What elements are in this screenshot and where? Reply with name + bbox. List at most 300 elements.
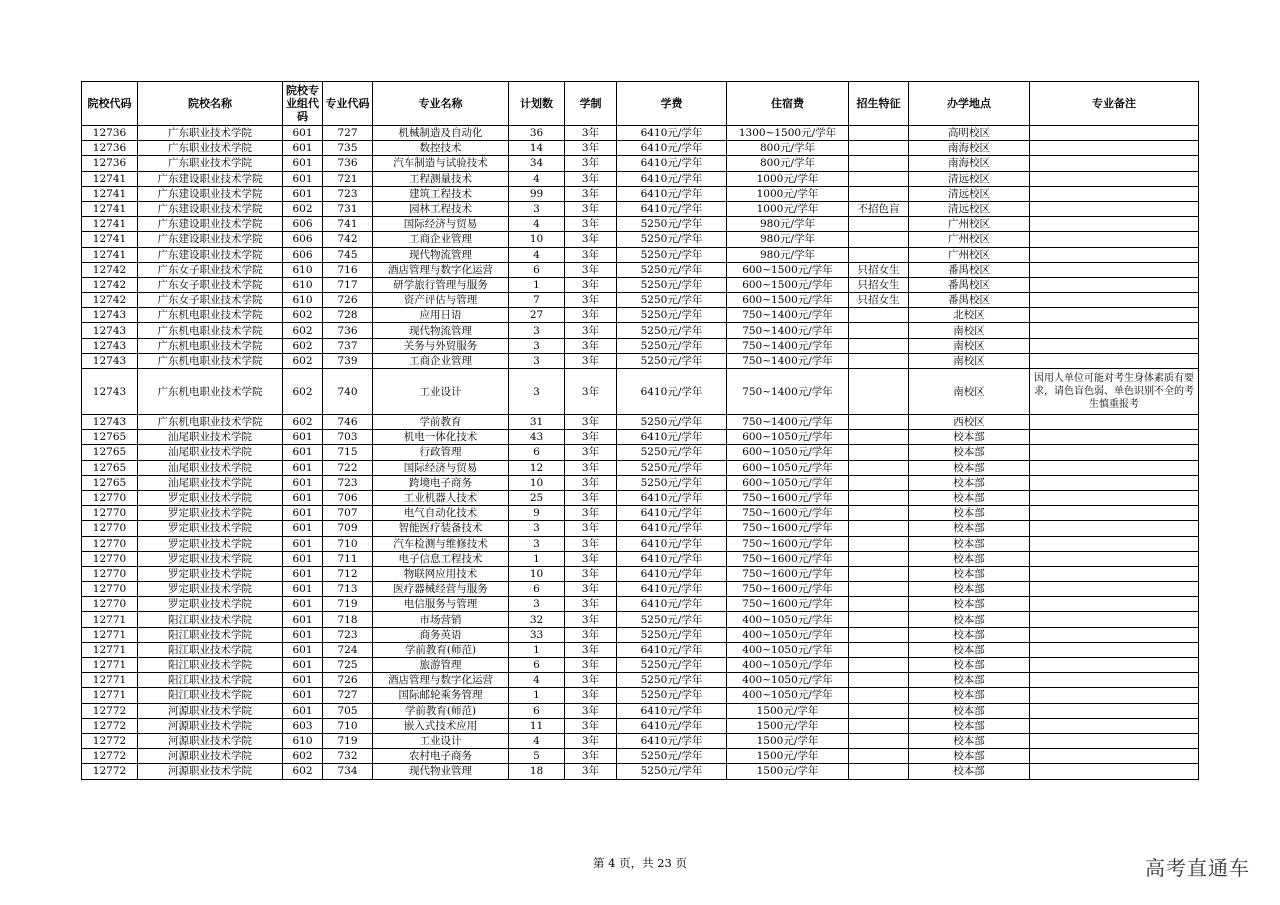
cell-school-code: 12771: [82, 627, 138, 642]
cell-school-name: 罗定职业技术学院: [138, 521, 283, 536]
cell-campus: 校本部: [909, 749, 1030, 764]
cell-school-name: 罗定职业技术学院: [138, 551, 283, 566]
cell-group-code: 601: [283, 673, 323, 688]
cell-school-name: 广东女子职业技术学院: [138, 262, 283, 277]
cell-school-name: 阳江职业技术学院: [138, 642, 283, 657]
cell-plan-count: 11: [509, 718, 565, 733]
cell-group-code: 601: [283, 688, 323, 703]
cell-school-code: 12741: [82, 247, 138, 262]
cell-group-code: 601: [283, 658, 323, 673]
cell-school-code: 12770: [82, 490, 138, 505]
cell-major-code: 723: [323, 475, 373, 490]
cell-accommodation: 750~1400元/学年: [727, 308, 849, 323]
cell-major-name: 汽车检测与维修技术: [373, 536, 509, 551]
cell-plan-count: 14: [509, 141, 565, 156]
table-row: [82, 642, 1199, 657]
cell-major-code: 742: [323, 232, 373, 247]
cell-plan-count: 3: [509, 536, 565, 551]
cell-school-code: 12771: [82, 658, 138, 673]
table-row: [82, 338, 1199, 353]
cell-plan-count: 1: [509, 277, 565, 292]
table-body: [82, 126, 1199, 780]
header-accommodation: 住宿费: [727, 82, 849, 126]
cell-group-code: 601: [283, 612, 323, 627]
cell-accommodation: 750~1400元/学年: [727, 353, 849, 368]
cell-plan-count: 3: [509, 323, 565, 338]
cell-duration: 3年: [565, 156, 617, 171]
cell-duration: 3年: [565, 688, 617, 703]
cell-enrollment-feature: [849, 415, 909, 430]
cell-plan-count: 6: [509, 262, 565, 277]
cell-group-code: 606: [283, 232, 323, 247]
cell-major-name: 学前教育(师范): [373, 642, 509, 657]
cell-major-note: [1030, 642, 1199, 657]
cell-major-note: [1030, 475, 1199, 490]
cell-duration: 3年: [565, 612, 617, 627]
cell-duration: 3年: [565, 277, 617, 292]
table-row: [82, 217, 1199, 232]
cell-tuition: 5250元/学年: [617, 415, 727, 430]
cell-duration: 3年: [565, 551, 617, 566]
cell-major-code: 732: [323, 749, 373, 764]
cell-major-name: 嵌入式技术应用: [373, 718, 509, 733]
cell-plan-count: 3: [509, 369, 565, 415]
cell-school-name: 广东职业技术学院: [138, 126, 283, 141]
cell-campus: 番禺校区: [909, 262, 1030, 277]
table-header-row: [82, 82, 1199, 126]
cell-major-note: [1030, 627, 1199, 642]
cell-school-code: 12741: [82, 186, 138, 201]
cell-duration: 3年: [565, 353, 617, 368]
cell-plan-count: 1: [509, 642, 565, 657]
cell-group-code: 610: [283, 277, 323, 292]
cell-major-code: 741: [323, 217, 373, 232]
cell-tuition: 5250元/学年: [617, 612, 727, 627]
header-group-code: 院校专业组代码: [283, 82, 323, 126]
cell-major-note: [1030, 764, 1199, 779]
cell-major-name: 学前教育: [373, 415, 509, 430]
cell-major-name: 研学旅行管理与服务: [373, 277, 509, 292]
cell-campus: 南海校区: [909, 156, 1030, 171]
cell-accommodation: 750~1600元/学年: [727, 597, 849, 612]
table-row: [82, 764, 1199, 779]
cell-school-name: 汕尾职业技术学院: [138, 430, 283, 445]
cell-major-note: [1030, 126, 1199, 141]
cell-major-code: 725: [323, 658, 373, 673]
cell-enrollment-feature: [849, 445, 909, 460]
cell-accommodation: 1500元/学年: [727, 764, 849, 779]
cell-enrollment-feature: [849, 369, 909, 415]
cell-school-code: 12742: [82, 277, 138, 292]
cell-tuition: 6410元/学年: [617, 733, 727, 748]
table-row: [82, 688, 1199, 703]
cell-major-name: 跨境电子商务: [373, 475, 509, 490]
cell-group-code: 601: [283, 126, 323, 141]
cell-duration: 3年: [565, 338, 617, 353]
cell-major-name: 工业设计: [373, 733, 509, 748]
cell-major-name: 医疗器械经营与服务: [373, 582, 509, 597]
cell-enrollment-feature: [849, 536, 909, 551]
cell-major-name: 工业机器人技术: [373, 490, 509, 505]
cell-major-name: 国际经济与贸易: [373, 217, 509, 232]
cell-accommodation: 1000元/学年: [727, 171, 849, 186]
cell-enrollment-feature: [849, 430, 909, 445]
cell-group-code: 602: [283, 353, 323, 368]
cell-campus: 校本部: [909, 703, 1030, 718]
cell-school-name: 罗定职业技术学院: [138, 490, 283, 505]
table-row: [82, 658, 1199, 673]
table-row: [82, 415, 1199, 430]
cell-group-code: 601: [283, 460, 323, 475]
table-row: [82, 551, 1199, 566]
cell-school-code: 12770: [82, 566, 138, 581]
cell-major-note: [1030, 171, 1199, 186]
header-major-code: 专业代码: [323, 82, 373, 126]
cell-enrollment-feature: [849, 232, 909, 247]
cell-school-code: 12741: [82, 217, 138, 232]
cell-campus: 校本部: [909, 612, 1030, 627]
cell-major-note: [1030, 353, 1199, 368]
cell-campus: 校本部: [909, 627, 1030, 642]
cell-major-code: 719: [323, 733, 373, 748]
cell-accommodation: 750~1600元/学年: [727, 521, 849, 536]
cell-major-name: 建筑工程技术: [373, 186, 509, 201]
page-footer: 第 4 页，共 23 页: [592, 856, 688, 870]
cell-major-name: 工业设计: [373, 369, 509, 415]
cell-school-code: 12770: [82, 597, 138, 612]
cell-major-code: 736: [323, 323, 373, 338]
cell-campus: 清远校区: [909, 171, 1030, 186]
table-row: [82, 718, 1199, 733]
cell-school-code: 12743: [82, 323, 138, 338]
cell-enrollment-feature: [849, 141, 909, 156]
cell-group-code: 601: [283, 566, 323, 581]
cell-major-code: 703: [323, 430, 373, 445]
cell-duration: 3年: [565, 733, 617, 748]
cell-school-name: 汕尾职业技术学院: [138, 445, 283, 460]
cell-major-name: 酒店管理与数字化运营: [373, 673, 509, 688]
cell-plan-count: 6: [509, 658, 565, 673]
cell-duration: 3年: [565, 718, 617, 733]
cell-major-name: 智能医疗装备技术: [373, 521, 509, 536]
cell-plan-count: 5: [509, 749, 565, 764]
cell-enrollment-feature: [849, 764, 909, 779]
cell-plan-count: 3: [509, 201, 565, 216]
cell-tuition: 6410元/学年: [617, 703, 727, 718]
cell-school-code: 12772: [82, 718, 138, 733]
cell-duration: 3年: [565, 764, 617, 779]
cell-tuition: 6410元/学年: [617, 430, 727, 445]
cell-tuition: 5250元/学年: [617, 353, 727, 368]
cell-plan-count: 9: [509, 506, 565, 521]
cell-major-note: [1030, 551, 1199, 566]
cell-tuition: 6410元/学年: [617, 490, 727, 505]
cell-school-name: 河源职业技术学院: [138, 764, 283, 779]
cell-duration: 3年: [565, 262, 617, 277]
cell-tuition: 5250元/学年: [617, 673, 727, 688]
cell-accommodation: 600~1500元/学年: [727, 262, 849, 277]
table-row: [82, 460, 1199, 475]
cell-enrollment-feature: [849, 338, 909, 353]
cell-major-code: 719: [323, 597, 373, 612]
cell-school-code: 12741: [82, 232, 138, 247]
cell-major-code: 746: [323, 415, 373, 430]
cell-major-name: 行政管理: [373, 445, 509, 460]
cell-group-code: 601: [283, 171, 323, 186]
table-row: [82, 490, 1199, 505]
cell-campus: 南校区: [909, 323, 1030, 338]
cell-tuition: 5250元/学年: [617, 293, 727, 308]
cell-accommodation: 1000元/学年: [727, 201, 849, 216]
cell-major-code: 726: [323, 673, 373, 688]
cell-major-note: [1030, 247, 1199, 262]
cell-duration: 3年: [565, 536, 617, 551]
cell-duration: 3年: [565, 217, 617, 232]
cell-school-name: 广东机电职业技术学院: [138, 369, 283, 415]
cell-school-code: 12742: [82, 293, 138, 308]
cell-school-name: 罗定职业技术学院: [138, 582, 283, 597]
cell-accommodation: 1500元/学年: [727, 703, 849, 718]
cell-campus: 番禺校区: [909, 277, 1030, 292]
cell-school-name: 阳江职业技术学院: [138, 673, 283, 688]
cell-accommodation: 800元/学年: [727, 156, 849, 171]
cell-accommodation: 400~1050元/学年: [727, 627, 849, 642]
cell-duration: 3年: [565, 171, 617, 186]
cell-major-name: 国际邮轮乘务管理: [373, 688, 509, 703]
cell-school-name: 广东机电职业技术学院: [138, 323, 283, 338]
cell-campus: 校本部: [909, 506, 1030, 521]
cell-campus: 校本部: [909, 597, 1030, 612]
header-campus: 办学地点: [909, 82, 1030, 126]
cell-school-name: 广东建设职业技术学院: [138, 247, 283, 262]
cell-major-name: 数控技术: [373, 141, 509, 156]
cell-school-name: 广东机电职业技术学院: [138, 415, 283, 430]
cell-duration: 3年: [565, 597, 617, 612]
cell-tuition: 6410元/学年: [617, 718, 727, 733]
cell-major-name: 电信服务与管理: [373, 597, 509, 612]
cell-school-name: 河源职业技术学院: [138, 733, 283, 748]
cell-duration: 3年: [565, 582, 617, 597]
cell-plan-count: 3: [509, 521, 565, 536]
table-row: [82, 186, 1199, 201]
cell-campus: 校本部: [909, 733, 1030, 748]
cell-group-code: 601: [283, 521, 323, 536]
cell-campus: 广州校区: [909, 217, 1030, 232]
cell-major-code: 723: [323, 627, 373, 642]
cell-tuition: 5250元/学年: [617, 445, 727, 460]
cell-accommodation: 400~1050元/学年: [727, 688, 849, 703]
cell-school-code: 12765: [82, 430, 138, 445]
cell-campus: 校本部: [909, 430, 1030, 445]
cell-enrollment-feature: 只招女生: [849, 277, 909, 292]
cell-campus: 校本部: [909, 536, 1030, 551]
cell-major-name: 商务英语: [373, 627, 509, 642]
cell-school-name: 广东建设职业技术学院: [138, 201, 283, 216]
cell-school-code: 12770: [82, 521, 138, 536]
cell-plan-count: 36: [509, 126, 565, 141]
cell-duration: 3年: [565, 460, 617, 475]
cell-accommodation: 600~1500元/学年: [727, 293, 849, 308]
cell-school-code: 12765: [82, 460, 138, 475]
cell-school-name: 罗定职业技术学院: [138, 566, 283, 581]
cell-campus: 清远校区: [909, 186, 1030, 201]
cell-plan-count: 4: [509, 217, 565, 232]
cell-school-name: 广东职业技术学院: [138, 156, 283, 171]
cell-school-code: 12741: [82, 171, 138, 186]
cell-group-code: 601: [283, 582, 323, 597]
cell-tuition: 5250元/学年: [617, 277, 727, 292]
cell-accommodation: 400~1050元/学年: [727, 673, 849, 688]
cell-accommodation: 750~1600元/学年: [727, 536, 849, 551]
cell-major-name: 关务与外贸服务: [373, 338, 509, 353]
cell-group-code: 610: [283, 262, 323, 277]
cell-enrollment-feature: [849, 688, 909, 703]
cell-major-note: [1030, 141, 1199, 156]
cell-accommodation: 1500元/学年: [727, 749, 849, 764]
cell-enrollment-feature: [849, 673, 909, 688]
cell-major-code: 713: [323, 582, 373, 597]
cell-major-note: [1030, 430, 1199, 445]
cell-duration: 3年: [565, 673, 617, 688]
cell-school-name: 阳江职业技术学院: [138, 627, 283, 642]
cell-accommodation: 600~1050元/学年: [727, 430, 849, 445]
cell-enrollment-feature: [849, 186, 909, 201]
cell-major-name: 电气自动化技术: [373, 506, 509, 521]
cell-group-code: 601: [283, 186, 323, 201]
cell-major-code: 731: [323, 201, 373, 216]
cell-tuition: 6410元/学年: [617, 186, 727, 201]
cell-campus: 校本部: [909, 460, 1030, 475]
table-row: [82, 673, 1199, 688]
cell-plan-count: 6: [509, 582, 565, 597]
cell-major-note: [1030, 490, 1199, 505]
cell-major-name: 市场营销: [373, 612, 509, 627]
cell-group-code: 602: [283, 323, 323, 338]
cell-enrollment-feature: [849, 627, 909, 642]
cell-school-code: 12772: [82, 703, 138, 718]
cell-accommodation: 750~1600元/学年: [727, 506, 849, 521]
cell-group-code: 601: [283, 445, 323, 460]
cell-major-code: 710: [323, 536, 373, 551]
cell-school-name: 广东建设职业技术学院: [138, 217, 283, 232]
cell-campus: 校本部: [909, 445, 1030, 460]
cell-plan-count: 12: [509, 460, 565, 475]
cell-school-code: 12765: [82, 445, 138, 460]
cell-campus: 南校区: [909, 369, 1030, 415]
cell-major-name: 应用日语: [373, 308, 509, 323]
cell-enrollment-feature: [849, 749, 909, 764]
cell-major-code: 727: [323, 688, 373, 703]
cell-plan-count: 33: [509, 627, 565, 642]
table-row: [82, 232, 1199, 247]
header-plan-count: 计划数: [509, 82, 565, 126]
cell-enrollment-feature: 只招女生: [849, 293, 909, 308]
cell-tuition: 5250元/学年: [617, 475, 727, 490]
cell-enrollment-feature: [849, 247, 909, 262]
cell-major-code: 711: [323, 551, 373, 566]
cell-major-name: 农村电子商务: [373, 749, 509, 764]
table-row: [82, 612, 1199, 627]
cell-tuition: 6410元/学年: [617, 171, 727, 186]
table-row: [82, 475, 1199, 490]
cell-major-code: 728: [323, 308, 373, 323]
cell-tuition: 5250元/学年: [617, 460, 727, 475]
cell-major-note: [1030, 217, 1199, 232]
cell-major-name: 电子信息工程技术: [373, 551, 509, 566]
cell-accommodation: 750~1400元/学年: [727, 415, 849, 430]
cell-school-code: 12771: [82, 673, 138, 688]
cell-tuition: 6410元/学年: [617, 156, 727, 171]
cell-duration: 3年: [565, 521, 617, 536]
cell-major-code: 726: [323, 293, 373, 308]
cell-major-note: [1030, 703, 1199, 718]
cell-group-code: 602: [283, 764, 323, 779]
cell-tuition: 6410元/学年: [617, 126, 727, 141]
cell-duration: 3年: [565, 323, 617, 338]
cell-duration: 3年: [565, 627, 617, 642]
cell-school-code: 12736: [82, 156, 138, 171]
cell-major-name: 园林工程技术: [373, 201, 509, 216]
cell-school-code: 12772: [82, 733, 138, 748]
cell-plan-count: 32: [509, 612, 565, 627]
cell-accommodation: 600~1500元/学年: [727, 277, 849, 292]
cell-accommodation: 750~1600元/学年: [727, 551, 849, 566]
cell-major-code: 737: [323, 338, 373, 353]
cell-enrollment-feature: [849, 551, 909, 566]
cell-major-note: [1030, 293, 1199, 308]
cell-duration: 3年: [565, 445, 617, 460]
cell-accommodation: 1300~1500元/学年: [727, 126, 849, 141]
cell-school-code: 12741: [82, 201, 138, 216]
cell-group-code: 601: [283, 430, 323, 445]
cell-campus: 校本部: [909, 658, 1030, 673]
cell-major-code: 715: [323, 445, 373, 460]
cell-tuition: 5250元/学年: [617, 338, 727, 353]
cell-group-code: 603: [283, 718, 323, 733]
cell-major-code: 716: [323, 262, 373, 277]
cell-school-name: 汕尾职业技术学院: [138, 460, 283, 475]
cell-major-name: 机电一体化技术: [373, 430, 509, 445]
table-row: [82, 430, 1199, 445]
cell-plan-count: 10: [509, 232, 565, 247]
cell-major-note: [1030, 277, 1199, 292]
table-row: [82, 566, 1199, 581]
cell-group-code: 601: [283, 597, 323, 612]
cell-group-code: 601: [283, 156, 323, 171]
table-row: [82, 201, 1199, 216]
cell-tuition: 5250元/学年: [617, 764, 727, 779]
cell-campus: 清远校区: [909, 201, 1030, 216]
cell-tuition: 6410元/学年: [617, 551, 727, 566]
cell-group-code: 602: [283, 338, 323, 353]
cell-tuition: 5250元/学年: [617, 658, 727, 673]
cell-group-code: 601: [283, 475, 323, 490]
cell-major-code: 709: [323, 521, 373, 536]
cell-campus: 南海校区: [909, 141, 1030, 156]
cell-plan-count: 10: [509, 475, 565, 490]
cell-tuition: 5250元/学年: [617, 323, 727, 338]
cell-major-code: 712: [323, 566, 373, 581]
table-row: [82, 126, 1199, 141]
cell-plan-count: 1: [509, 551, 565, 566]
cell-accommodation: 400~1050元/学年: [727, 612, 849, 627]
cell-tuition: 6410元/学年: [617, 582, 727, 597]
cell-duration: 3年: [565, 293, 617, 308]
cell-campus: 校本部: [909, 764, 1030, 779]
cell-group-code: 610: [283, 293, 323, 308]
cell-major-name: 酒店管理与数字化运营: [373, 262, 509, 277]
cell-major-note: [1030, 506, 1199, 521]
